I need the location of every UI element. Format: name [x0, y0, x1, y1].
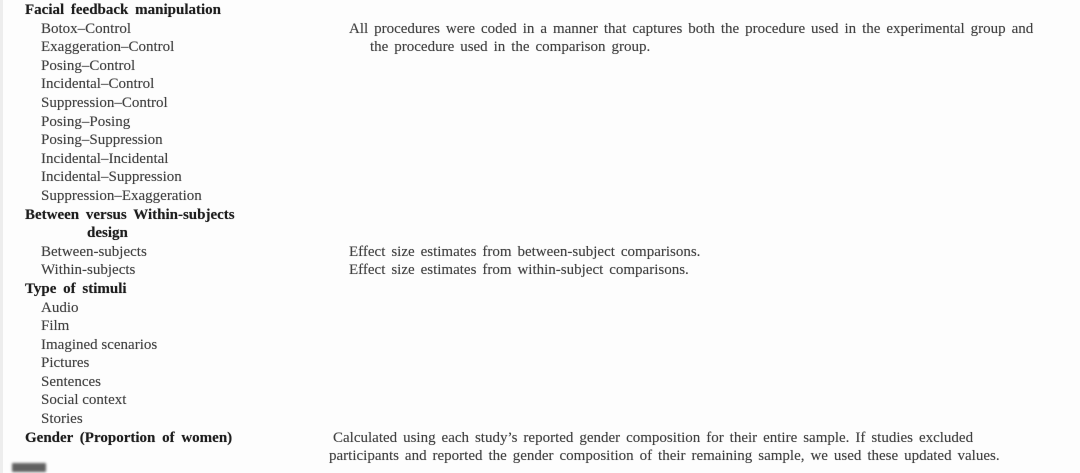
category-label: Pictures	[41, 355, 90, 372]
section-header: Between versus Within-subjects	[25, 206, 235, 223]
table-row	[0, 1, 1080, 20]
table-row	[0, 354, 1080, 373]
category-label: Incidental–Incidental	[41, 150, 169, 167]
table-row	[0, 38, 1080, 57]
category-label: Suppression–Control	[41, 94, 168, 111]
table-row	[0, 447, 1080, 466]
category-description	[349, 131, 1080, 150]
category-description	[395, 224, 1080, 243]
category-description: participants and reported the gender composition of their remaining sample, we used these updated values.	[329, 448, 1000, 465]
category-description	[349, 168, 1080, 187]
table-row	[0, 187, 1080, 206]
table-row	[0, 94, 1080, 113]
table-row	[0, 299, 1080, 318]
category-description	[349, 299, 1080, 318]
table-row	[0, 280, 1080, 299]
category-description	[349, 373, 1080, 392]
category-label: Posing–Control	[41, 57, 136, 74]
category-description	[333, 206, 1080, 225]
category-label: Audio	[41, 299, 79, 316]
cutoff-next-row-fragment	[12, 463, 46, 472]
section-header: Type of stimuli	[25, 280, 127, 297]
section-header: Facial feedback manipulation	[25, 2, 222, 18]
category-description	[349, 94, 1080, 113]
table-row	[0, 336, 1080, 355]
category-description	[349, 57, 1080, 76]
category-label: Suppression–Exaggeration	[41, 187, 202, 204]
table-row	[0, 57, 1080, 76]
category-description: Effect size estimates from between-subject comparisons.	[349, 243, 701, 260]
category-description	[349, 187, 1080, 206]
table-row	[0, 113, 1080, 132]
table-row	[0, 20, 1080, 39]
category-description	[333, 280, 1080, 299]
table-row	[0, 243, 1080, 262]
category-label: Botox–Control	[41, 20, 132, 37]
coding-table	[0, 1, 1080, 466]
category-description	[349, 150, 1080, 169]
section-header: Gender (Proportion of women)	[25, 429, 233, 446]
category-description	[349, 336, 1080, 355]
table-row	[0, 131, 1080, 150]
category-description	[349, 317, 1080, 336]
category-description: Effect size estimates from within-subject comparisons.	[349, 262, 689, 279]
table-row	[0, 224, 1080, 243]
table-row	[0, 429, 1080, 448]
category-label: Posing–Posing	[41, 113, 131, 130]
category-description	[349, 75, 1080, 94]
empty-cell	[0, 447, 308, 466]
table-row	[0, 261, 1080, 280]
table-row	[0, 150, 1080, 169]
table-row	[0, 391, 1080, 410]
category-label: Exaggeration–Control	[41, 39, 175, 56]
table-row	[0, 168, 1080, 187]
category-label: Film	[41, 318, 70, 335]
category-label: Imagined scenarios	[41, 336, 158, 353]
table-row	[0, 410, 1080, 429]
category-description	[349, 391, 1080, 410]
category-description: All procedures were coded in a manner that captures both the procedure used in the experimental group and	[349, 20, 1034, 37]
category-label: Social context	[41, 392, 127, 409]
section-header: design	[87, 225, 128, 242]
table-row	[0, 317, 1080, 336]
category-label: Between-subjects	[41, 243, 147, 260]
category-description	[349, 354, 1080, 373]
category-label: Posing–Suppression	[41, 132, 163, 149]
table-row	[0, 75, 1080, 94]
category-description	[349, 410, 1080, 429]
category-description	[333, 1, 1080, 20]
category-label: Incidental–Suppression	[41, 169, 182, 186]
table-row	[0, 373, 1080, 392]
category-label: Stories	[41, 411, 83, 428]
category-description: Calculated using each study’s reported gender composition for their entire sample. If studies excluded	[333, 429, 974, 446]
category-label: Sentences	[41, 373, 101, 390]
category-description	[349, 113, 1080, 132]
category-label: Within-subjects	[41, 262, 136, 279]
category-label: Incidental–Control	[41, 76, 155, 93]
table-row	[0, 206, 1080, 225]
category-description: the procedure used in the comparison group.	[370, 39, 651, 56]
